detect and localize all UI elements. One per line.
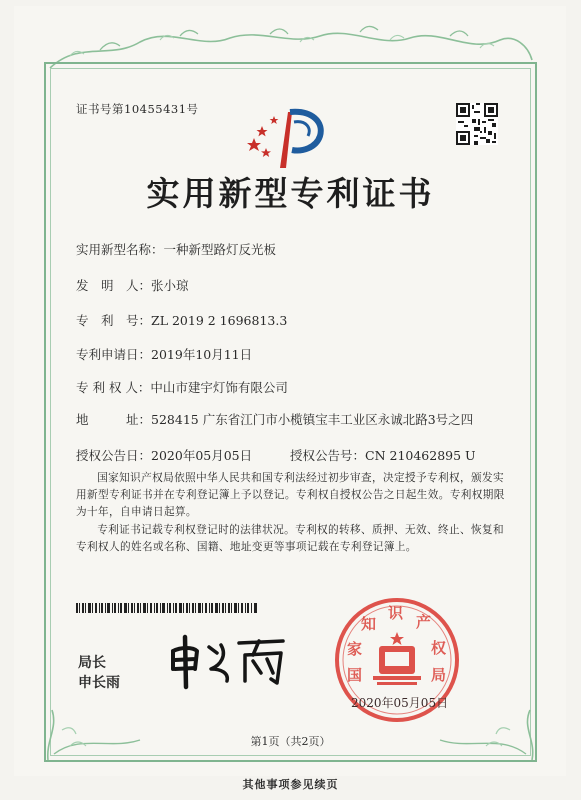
utility-name-value: 一种新型路灯反光板 [163, 242, 277, 257]
cnipa-logo-icon [240, 104, 328, 170]
svg-text:家: 家 [347, 640, 363, 658]
director-signature [165, 625, 290, 690]
inventor-value: 张小琼 [151, 278, 189, 293]
grant-number-row [290, 446, 476, 464]
grant-date-value: 2020年05月05日 [151, 448, 253, 463]
decorative-vine-bottom [40, 690, 540, 765]
svg-text:国: 国 [347, 666, 363, 684]
address-label: 地 址： [76, 412, 152, 427]
patent-number-row [76, 311, 287, 329]
certificate-title: 实用新型专利证书 [146, 174, 435, 213]
grant-number-label: 授权公告号： [290, 448, 366, 463]
patent-number-value: ZL 2019 2 1696813.3 [151, 313, 288, 328]
patentee-value: 中山市建宇灯饰有限公司 [150, 380, 288, 395]
barcode-icon [76, 603, 258, 613]
footer-note: 其他事项参见续页 [242, 778, 339, 791]
utility-name-label: 实用新型名称： [76, 242, 164, 257]
filing-date-label: 专利申请日： [76, 347, 152, 362]
grant-number-value: CN 210462895 U [365, 448, 476, 463]
svg-text:权: 权 [431, 639, 447, 657]
page-number: 第1页（共2页） [250, 735, 331, 748]
grant-date-label: 授权公告日： [76, 448, 152, 463]
director-title: 局长 [78, 655, 106, 671]
filing-date-value: 2019年10月11日 [151, 347, 253, 362]
legal-status-paragraph: 专利证书记载专利权登记时的法律状况。专利权的转移、质押、无效、终止、恢复和专利权人的姓名或名称、国籍、地址变更等事项记载在专利登记簿上。 [76, 524, 504, 553]
grant-statement-paragraph: 国家知识产权局依照中华人民共和国专利法经过初步审查，决定授予专利权，颁发实用新型专利证书并在专利登记簿上予以登记。专利权自授权公告之日起生效。专利权期限为十年，自申请日起算。 [76, 472, 505, 518]
svg-text:识: 识 [388, 604, 404, 622]
patentee-label: 专 利 权 人： [76, 380, 151, 395]
qr-code-icon [456, 103, 498, 145]
inventor-label: 发 明 人： [76, 278, 152, 293]
filing-date-row [76, 345, 252, 363]
certificate-number: 证书号第10455431号 [76, 102, 199, 116]
grant-date-row [76, 446, 252, 464]
svg-text:局: 局 [431, 666, 447, 684]
inventor-row [76, 276, 189, 294]
director-name: 申长雨 [78, 675, 120, 691]
svg-text:知: 知 [361, 615, 377, 633]
utility-name-row [76, 240, 276, 258]
patentee-row [76, 378, 288, 396]
address-value: 528415 广东省江门市小榄镇宝丰工业区永诚北路3号之四 [151, 412, 474, 427]
svg-text:产: 产 [416, 613, 432, 631]
address-row [76, 410, 473, 428]
seal-date: 2020年05月05日 [351, 696, 449, 710]
patent-number-label: 专 利 号： [76, 313, 152, 328]
